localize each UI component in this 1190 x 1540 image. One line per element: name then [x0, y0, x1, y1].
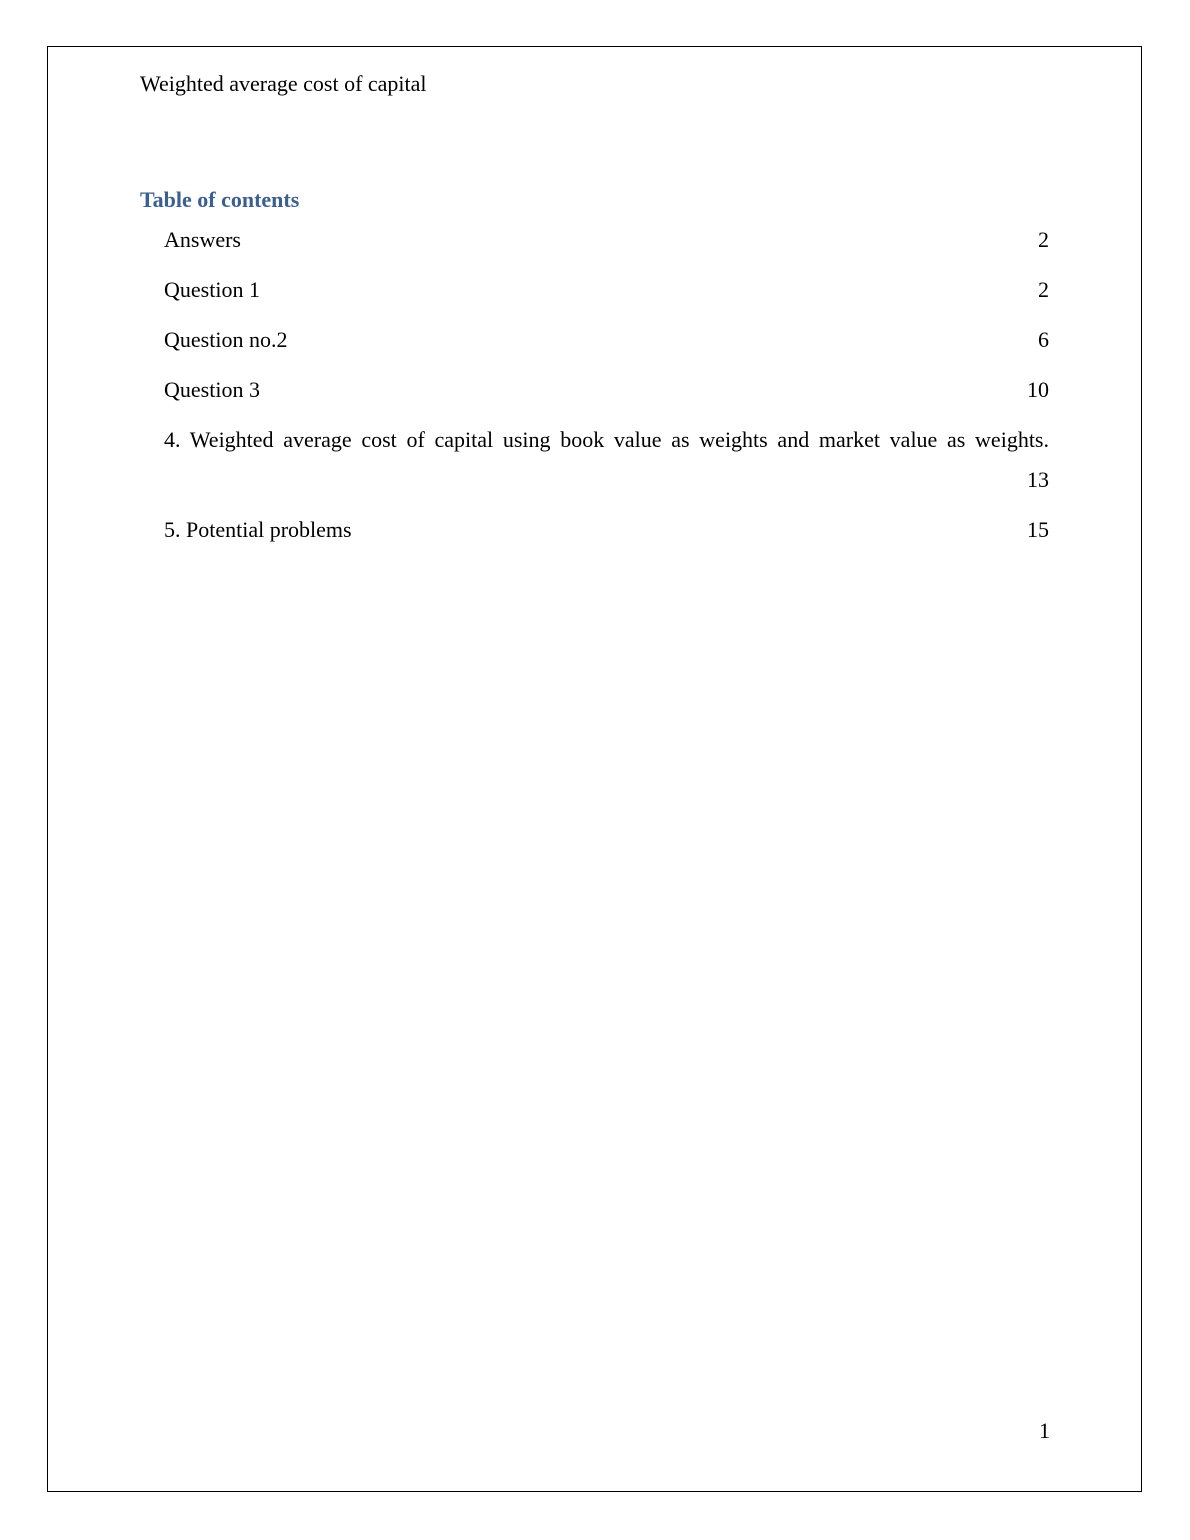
toc-entry-wacc[interactable] [164, 426, 1049, 494]
page-number: 1 [1039, 1418, 1050, 1443]
toc-entry-label: Answers [164, 227, 241, 252]
toc-entry-page: 13 [1027, 467, 1049, 492]
toc-entry-page: 2 [1038, 277, 1049, 302]
toc-title: Table of contents [140, 187, 300, 212]
toc-entry-answers[interactable] [164, 226, 1049, 254]
table-of-contents [164, 226, 1049, 566]
document-header: Weighted average cost of capital [140, 71, 427, 96]
toc-entry-page: 10 [1027, 377, 1049, 402]
toc-entry-label: Question no.2 [164, 327, 288, 352]
toc-entry-page: 2 [1038, 227, 1049, 252]
toc-entry-question-2[interactable] [164, 326, 1049, 354]
toc-entry-label: 5. Potential problems [164, 517, 352, 542]
toc-entry-label: Question 3 [164, 377, 260, 402]
toc-entry-question-3[interactable] [164, 376, 1049, 404]
toc-entry-label: 4. Weighted average cost of capital using book value as weights and market value as weights. [164, 427, 1049, 452]
toc-entry-page: 6 [1038, 327, 1049, 352]
toc-entry-page: 15 [1027, 517, 1049, 542]
toc-entry-potential-problems[interactable] [164, 516, 1049, 544]
toc-entry-label: Question 1 [164, 277, 260, 302]
toc-entry-question-1[interactable] [164, 276, 1049, 304]
